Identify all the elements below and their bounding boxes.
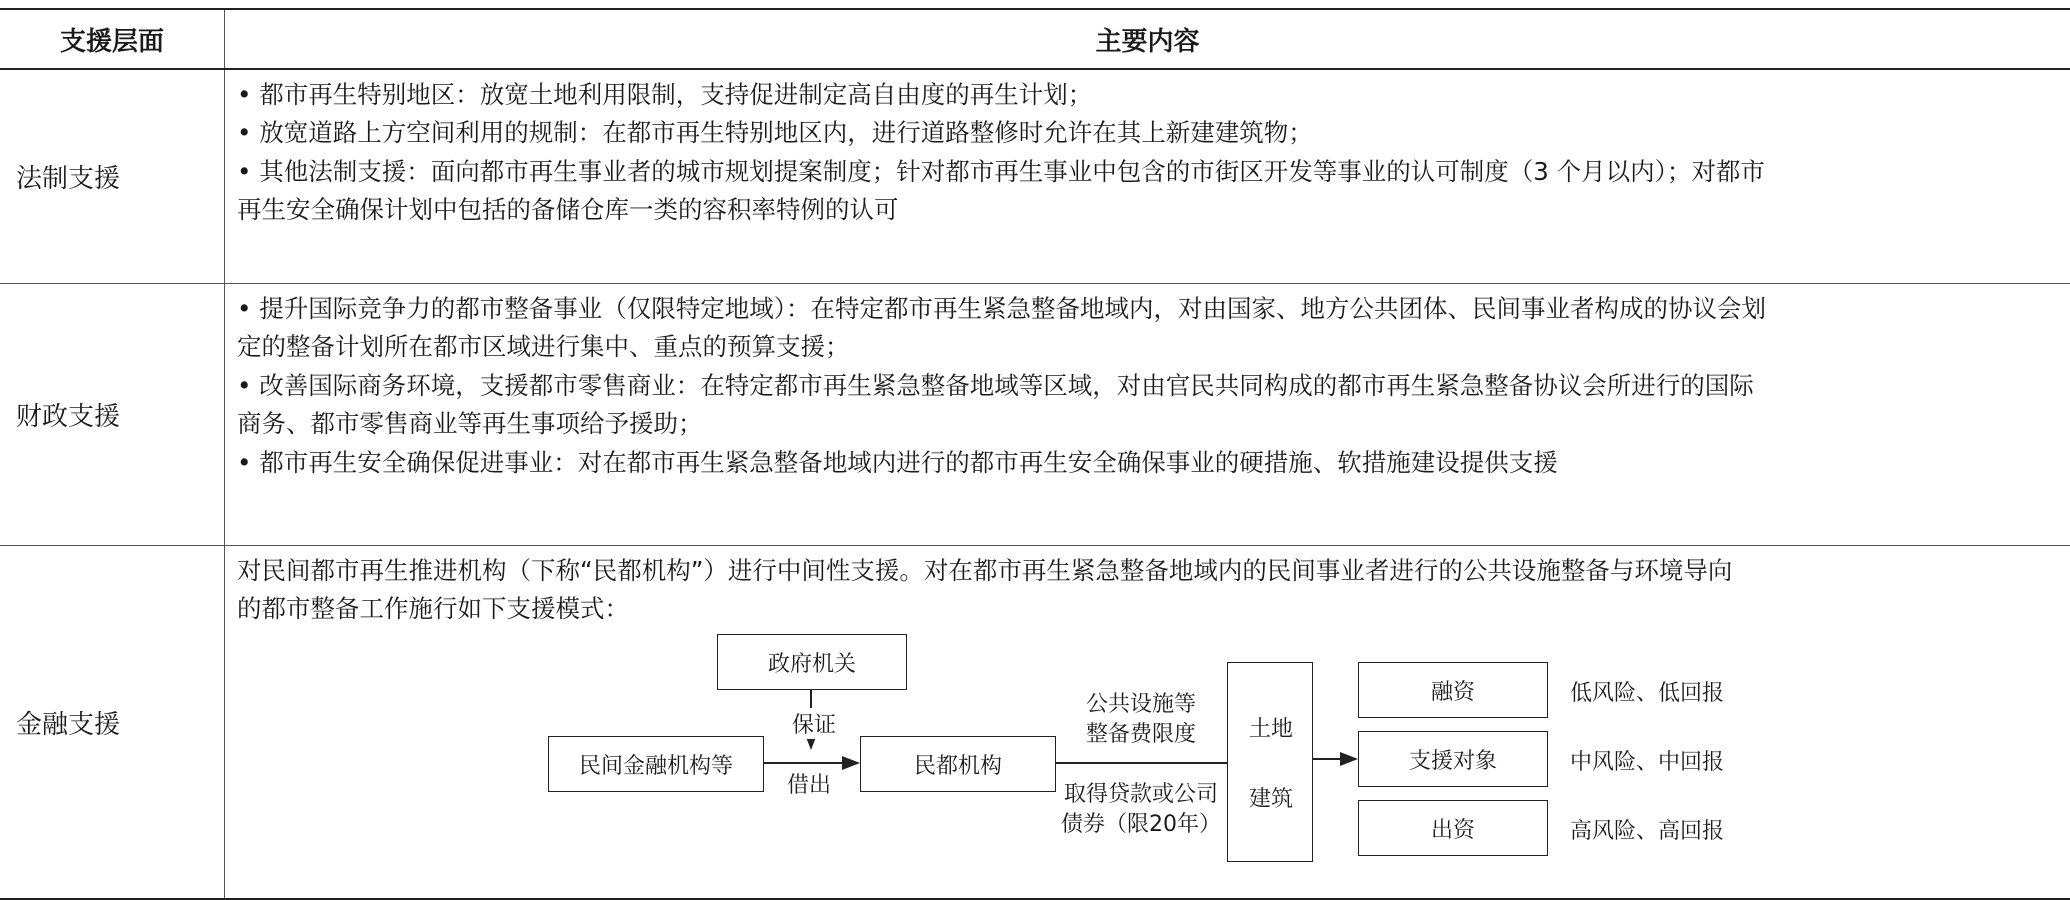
financial-support-diagram xyxy=(540,632,1770,868)
option-box-invest: 出资 xyxy=(1358,800,1548,856)
private-finance-box: 民间金融机构等 xyxy=(548,736,764,792)
content-line: • 放宽道路上方空间利用的规制：在都市再生特别地区内，进行道路整修时允许在其上新建建筑物； xyxy=(237,114,2058,152)
content-line: • 都市再生安全确保促进事业：对在都市再生紧急整备地域内进行的都市再生安全确保事业的硬措施、软措施建设提供支援 xyxy=(237,444,2058,482)
lend-label: 借出 xyxy=(787,768,831,799)
table-row xyxy=(0,284,2070,546)
guarantee-label: 保证 xyxy=(790,708,838,739)
loan-line-1: 取得贷款或公司 xyxy=(1053,780,1229,810)
content-line: 对民间都市再生推进机构（下称“民都机构”）进行中间性支援。对在都市再生紧急整备地域内的民间事业者进行的公共设施整备与环境导向 xyxy=(237,552,2058,590)
header-support-level: 支援层面 xyxy=(0,9,225,69)
row-content-legal xyxy=(225,69,2070,284)
content-line: • 提升国际竞争力的都市整备事业（仅限特定地域）：在特定都市再生紧急整备地域内，对由国家、地方公共团体、民间事业者构成的协议会划 xyxy=(237,290,2058,328)
lend-arrow-icon xyxy=(842,756,860,770)
public-facility-line-1: 公共设施等 xyxy=(1055,690,1227,720)
land-building-box xyxy=(1227,662,1313,862)
risk-label-mid: 中风险、中回报 xyxy=(1570,745,1724,776)
content-line: 的都市整备工作施行如下支援模式： xyxy=(237,590,2058,628)
loan-line-2: 债券（限20年） xyxy=(1053,810,1229,840)
content-line: • 改善国际商务环境，支援都市零售商业：在特定都市再生紧急整备地域等区域，对由官民共同构成的都市再生紧急整备协议会所进行的国际 xyxy=(237,367,2058,405)
option-box-target: 支援对象 xyxy=(1358,731,1548,787)
to-target-connector xyxy=(1312,758,1342,760)
gov-agency-box: 政府机关 xyxy=(717,634,907,690)
option-box-loan: 融资 xyxy=(1358,662,1548,718)
table-row xyxy=(0,69,2070,284)
content-line: 再生安全确保计划中包括的备储仓库一类的容积率特例的认可 xyxy=(237,191,2058,229)
land-label: 土地 xyxy=(1249,712,1293,743)
row-label-fiscal: 财政支援 xyxy=(0,284,225,546)
to-target-arrow-icon xyxy=(1340,752,1358,766)
row-content-fiscal xyxy=(225,284,2070,546)
table-header-row xyxy=(0,9,2070,69)
building-label: 建筑 xyxy=(1249,782,1293,813)
row-label-financial: 金融支援 xyxy=(0,546,225,900)
content-line: • 都市再生特别地区：放宽土地利用限制，支持促进制定高自由度的再生计划； xyxy=(237,76,2058,114)
header-main-content: 主要内容 xyxy=(225,9,2070,69)
risk-label-high: 高风险、高回报 xyxy=(1570,814,1724,845)
minto-connector xyxy=(1055,762,1227,764)
lend-connector xyxy=(763,762,843,764)
content-line: 商务、都市零售商业等再生事项给予援助； xyxy=(237,405,2058,443)
public-facility-line-2: 整备费限度 xyxy=(1055,720,1227,750)
risk-label-low: 低风险、低回报 xyxy=(1570,676,1724,707)
loan-label xyxy=(1053,780,1229,840)
content-line: 定的整备计划所在都市区域进行集中、重点的预算支援； xyxy=(237,328,2058,366)
row-label-legal: 法制支援 xyxy=(0,69,225,284)
public-facility-label xyxy=(1055,690,1227,750)
content-line: • 其他法制支援：面向都市再生事业者的城市规划提案制度；针对都市再生事业中包含的市街区开发等事业的认可制度（3 个月以内）；对都市 xyxy=(237,153,2058,191)
minto-box: 民都机构 xyxy=(860,736,1056,792)
